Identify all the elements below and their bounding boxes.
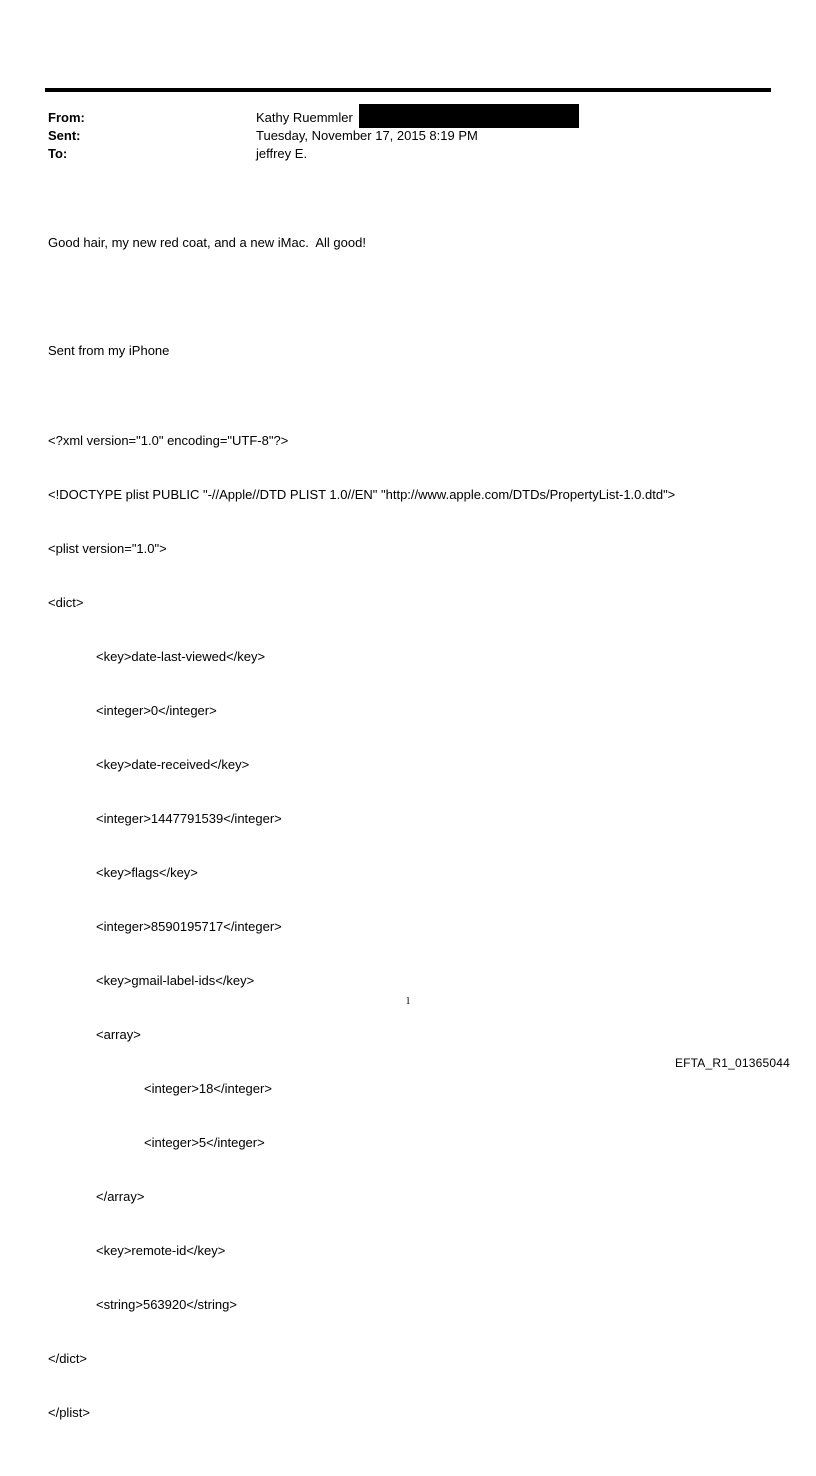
page-number: 1 (405, 996, 411, 1007)
xml-line: <!DOCTYPE plist PUBLIC "-//Apple//DTD PLIST 1.0//EN" "http://www.apple.com/DTDs/PropertyList-1.0.dtd"> (48, 487, 676, 502)
paragraph-gap (48, 288, 675, 306)
plist-xml-block (48, 396, 675, 1458)
xml-line: <dict> (48, 595, 84, 610)
xml-line: <?xml version="1.0" encoding="UTF-8"?> (48, 433, 289, 448)
email-body (48, 198, 675, 1476)
message-text: Good hair, my new red coat, and a new iMac. All good! (48, 235, 366, 250)
xml-line: <key>date-last-viewed</key> (96, 649, 266, 664)
xml-line: <integer>5</integer> (144, 1135, 265, 1150)
xml-line: <plist version="1.0"> (48, 541, 167, 556)
redaction-box (359, 104, 579, 128)
xml-line: <key>date-received</key> (96, 757, 250, 772)
xml-line: <array> (96, 1027, 141, 1042)
from-label: From: (48, 110, 85, 125)
xml-line: <integer>18</integer> (144, 1081, 272, 1096)
xml-line: </dict> (48, 1351, 88, 1366)
xml-line: <key>remote-id</key> (96, 1243, 226, 1258)
signature-text: Sent from my iPhone (48, 343, 170, 358)
xml-line: <integer>0</integer> (96, 703, 217, 718)
to-value: jeffrey E. (256, 146, 308, 161)
xml-line: <key>gmail-label-ids</key> (96, 973, 255, 988)
xml-line: <integer>8590195717</integer> (96, 919, 282, 934)
to-label: To: (48, 146, 68, 161)
xml-line: </plist> (48, 1405, 90, 1420)
sent-value: Tuesday, November 17, 2015 8:19 PM (256, 128, 478, 143)
xml-line: </array> (96, 1189, 145, 1204)
xml-line: <string>563920</string> (96, 1297, 237, 1312)
bates-number: EFTA_R1_01365044 (674, 1056, 790, 1070)
xml-line: <integer>1447791539</integer> (96, 811, 282, 826)
from-value: Kathy Ruemmler (256, 110, 353, 125)
header-divider-rule (45, 88, 771, 92)
sent-label: Sent: (48, 128, 81, 143)
xml-line: <key>flags</key> (96, 865, 198, 880)
